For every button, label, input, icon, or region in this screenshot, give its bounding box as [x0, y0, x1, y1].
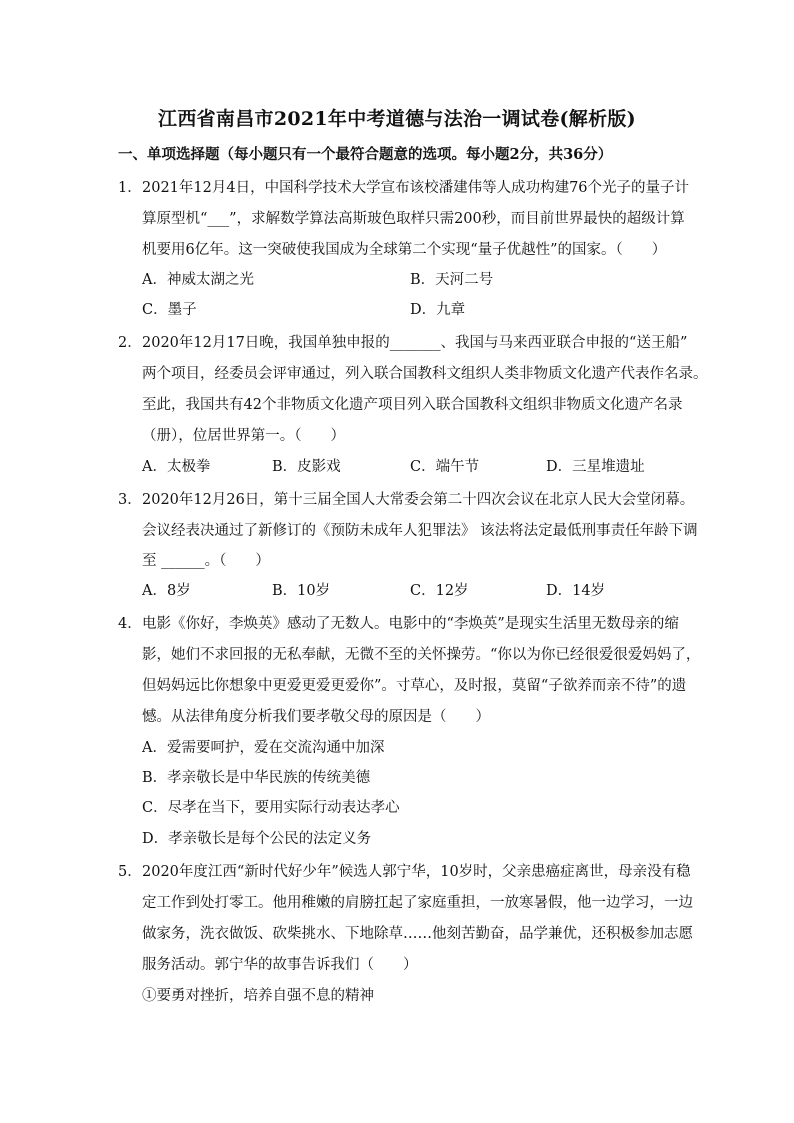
- question-3-line: 至 ______。（ ）: [142, 553, 270, 569]
- question-5-line: 做家务，洗衣做饭、砍柴挑水、下地除草……他刻苦勤奋，品学兼优，还积极参加志愿: [142, 926, 693, 942]
- question-3-line: 会议经表决通过了新修订的《预防未成年人犯罪法》 该法将法定最低刑事责任年龄下调: [142, 523, 698, 539]
- question-5-line: 服务活动。郭宁华的故事告诉我们（ ）: [142, 957, 418, 973]
- question-1-line: 2021年12月4日，中国科学技术大学宣布该校潘建伟等人成功构建76个光子的量子计: [142, 180, 690, 196]
- question-4-option-c: C．尽孝在当下，要用实际行动表达孝心: [142, 800, 400, 816]
- question-5-line: 定工作到处打零工。他用稚嫩的肩膀扛起了家庭重担，一放寒暑假，他一边学习，一边: [142, 895, 693, 911]
- question-4-line: 影，她们不求回报的无私奉献，无微不至的关怀操劳。“你以为你已经很爱很爱妈妈了，: [142, 647, 701, 663]
- section-heading: 一、单项选择题（每小题只有一个最符合题意的选项。每小题2分，共36分）: [118, 146, 613, 163]
- question-5-statement-1: ①要勇对挫折，培养自强不息的精神: [142, 988, 374, 1004]
- question-1-option-c: C．墨子: [142, 302, 197, 318]
- question-3-option-a: A．8岁: [142, 583, 191, 599]
- question-1-line: 算原型机“___”，求解数学算法高斯玻色取样只需200秒，而目前世界最快的超级计算: [142, 211, 685, 227]
- question-4-option-d: D．孝亲敬长是每个公民的法定义务: [142, 831, 372, 847]
- question-1-option-d: D．九章: [410, 302, 466, 318]
- question-2-option-b: B．皮影戏: [272, 459, 341, 475]
- question-3-option-c: C．12岁: [410, 583, 469, 599]
- question-2-option-a: A．太极拳: [142, 459, 211, 475]
- question-4-number: 4．: [118, 616, 142, 632]
- question-5-line: 2020年度江西“新时代好少年”候选人郭宁华，10岁时，父亲患癌症离世，母亲没有稳: [142, 864, 691, 880]
- question-3-line: 2020年12月26日，第十三届全国人大常委会第二十四次会议在北京人民大会堂闭幕。: [142, 492, 695, 508]
- question-2-line: 至此，我国共有42个非物质文化遗产项目列入联合国教科文组织非物质文化遗产名录: [142, 397, 683, 413]
- question-5-number: 5．: [118, 864, 142, 880]
- question-2-line: （册），位居世界第一。（ ）: [142, 428, 345, 444]
- question-3-option-d: D．14岁: [546, 583, 606, 599]
- question-4-option-a: A．爱需要呵护，爱在交流沟通中加深: [142, 740, 385, 756]
- question-4-line: 电影《你好，李焕英》感动了无数人。电影中的“李焕英”是现实生活里无数母亲的缩: [142, 616, 679, 632]
- question-1-option-a: A．神威太湖之光: [142, 272, 254, 288]
- question-2-option-d: D．三星堆遗址: [546, 459, 645, 475]
- question-2-option-c: C．端午节: [410, 459, 480, 475]
- question-1-option-b: B．天河二号: [410, 272, 494, 288]
- question-2-number: 2．: [118, 335, 142, 351]
- question-1-number: 1．: [118, 180, 142, 196]
- question-4-option-b: B．孝亲敬长是中华民族的传统美德: [142, 770, 371, 786]
- question-4-line: 但妈妈远比你想象中更爱更爱更爱你”。寸草心，及时报，莫留“子欲养而亲不待”的遗: [142, 678, 687, 694]
- exam-title: 江西省南昌市2021年中考道德与法治一调试卷(解析版): [158, 108, 636, 130]
- question-1-line: 机要用6亿年。这一突破使我国成为全球第二个实现“量子优越性”的国家。（ ）: [142, 242, 667, 258]
- question-3-number: 3．: [118, 492, 142, 508]
- question-3-option-b: B．10岁: [272, 583, 331, 599]
- question-2-line: 两个项目，经委员会评审通过，列入联合国教科文组织人类非物质文化遗产代表作名录。: [142, 366, 708, 382]
- question-2-line: 2020年12月17日晚，我国单独申报的_______、我国与马来西亚联合申报的“送王船”: [142, 335, 688, 351]
- question-4-line: 憾。从法律角度分析我们要孝敬父母的原因是（ ）: [142, 709, 490, 725]
